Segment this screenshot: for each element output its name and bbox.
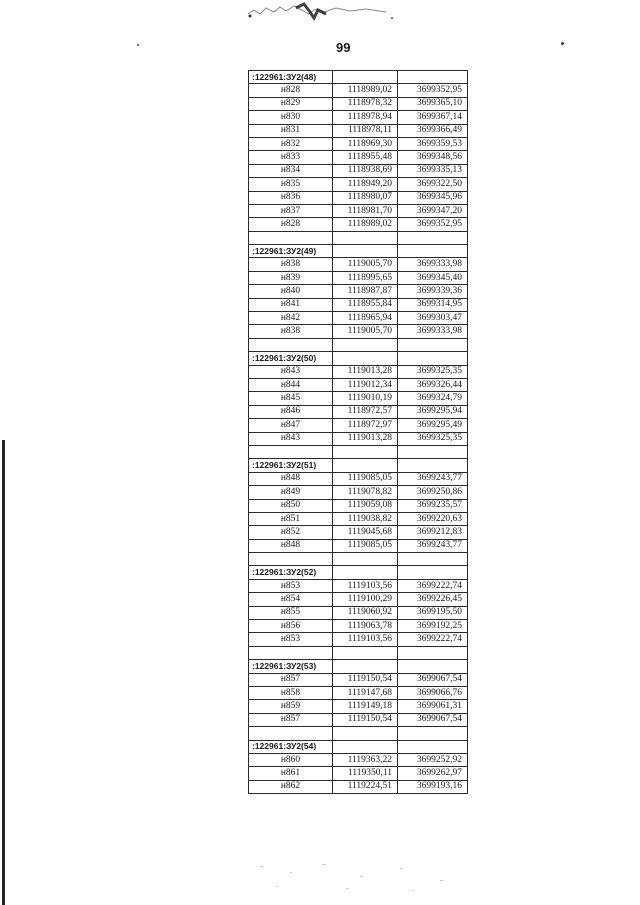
- spacer-row: [249, 231, 468, 244]
- empty-cell: [249, 727, 333, 740]
- table-row: [249, 298, 468, 311]
- table-row: [249, 84, 468, 97]
- y-coordinate: 3699339,36: [398, 285, 468, 298]
- table-row: [249, 285, 468, 298]
- point-label: н845: [249, 392, 333, 405]
- y-coordinate: 3699333,98: [398, 325, 468, 338]
- y-coordinate: 3699366,49: [398, 124, 468, 137]
- x-coordinate: 1118987,87: [333, 285, 398, 298]
- point-label: н840: [249, 285, 333, 298]
- point-label: н852: [249, 526, 333, 539]
- x-coordinate: 1119013,28: [333, 365, 398, 378]
- empty-cell: [398, 727, 468, 740]
- x-coordinate: 1119150,54: [333, 673, 398, 686]
- x-coordinate: 1118978,94: [333, 111, 398, 124]
- point-label: н853: [249, 579, 333, 592]
- y-coordinate: 3699333,98: [398, 258, 468, 271]
- y-coordinate: 3699193,16: [398, 780, 468, 793]
- point-label: н858: [249, 686, 333, 699]
- y-coordinate: 3699212,83: [398, 526, 468, 539]
- parcel-title: :122961:ЗУ2(49): [249, 245, 333, 258]
- x-coordinate: 1118972,97: [333, 419, 398, 432]
- table-row: [249, 97, 468, 110]
- x-coordinate: 1119224,51: [333, 780, 398, 793]
- y-coordinate: 3699235,57: [398, 499, 468, 512]
- empty-cell: [398, 231, 468, 244]
- y-coordinate: 3699345,40: [398, 271, 468, 284]
- y-coordinate: 3699250,86: [398, 486, 468, 499]
- empty-cell: [398, 245, 468, 258]
- scan-smudge-mark: [246, 2, 396, 22]
- parcel-title: :122961:ЗУ2(50): [249, 352, 333, 365]
- empty-cell: [333, 740, 398, 753]
- empty-cell: [398, 566, 468, 579]
- point-label: н843: [249, 365, 333, 378]
- point-label: н828: [249, 84, 333, 97]
- point-label: н830: [249, 111, 333, 124]
- empty-cell: [249, 338, 333, 351]
- empty-cell: [398, 71, 468, 84]
- point-label: н834: [249, 164, 333, 177]
- empty-cell: [398, 660, 468, 673]
- x-coordinate: 1119010,19: [333, 392, 398, 405]
- table-row: [249, 526, 468, 539]
- empty-cell: [333, 245, 398, 258]
- table-row: [249, 419, 468, 432]
- table-row: [249, 486, 468, 499]
- table-row: [249, 378, 468, 391]
- point-label: н844: [249, 378, 333, 391]
- point-label: н846: [249, 405, 333, 418]
- x-coordinate: 1118989,02: [333, 218, 398, 231]
- x-coordinate: 1119059,08: [333, 499, 398, 512]
- y-coordinate: 3699322,50: [398, 178, 468, 191]
- x-coordinate: 1119363,22: [333, 753, 398, 766]
- parcel-title: :122961:ЗУ2(53): [249, 660, 333, 673]
- parcel-title: :122961:ЗУ2(51): [249, 459, 333, 472]
- y-coordinate: 3699324,79: [398, 392, 468, 405]
- table-row: [249, 633, 468, 646]
- scan-speck: [137, 44, 139, 46]
- point-label: н861: [249, 767, 333, 780]
- y-coordinate: 3699067,54: [398, 673, 468, 686]
- point-label: н849: [249, 486, 333, 499]
- y-coordinate: 3699067,54: [398, 713, 468, 726]
- y-coordinate: 3699325,35: [398, 365, 468, 378]
- x-coordinate: 1119100,29: [333, 593, 398, 606]
- point-label: н833: [249, 151, 333, 164]
- table-row: [249, 700, 468, 713]
- empty-cell: [398, 646, 468, 659]
- x-coordinate: 1119147,68: [333, 686, 398, 699]
- spacer-row: [249, 338, 468, 351]
- parcel-header-row: [249, 566, 468, 579]
- table-row: [249, 405, 468, 418]
- y-coordinate: 3699348,56: [398, 151, 468, 164]
- x-coordinate: 1119149,18: [333, 700, 398, 713]
- empty-cell: [333, 445, 398, 458]
- x-coordinate: 1119005,70: [333, 325, 398, 338]
- table-row: [249, 432, 468, 445]
- y-coordinate: 3699295,94: [398, 405, 468, 418]
- table-row: [249, 365, 468, 378]
- table-row: [249, 539, 468, 552]
- y-coordinate: 3699195,50: [398, 606, 468, 619]
- table-row: [249, 271, 468, 284]
- x-coordinate: 1118965,94: [333, 312, 398, 325]
- table-row: [249, 137, 468, 150]
- empty-cell: [398, 445, 468, 458]
- x-coordinate: 1118978,11: [333, 124, 398, 137]
- x-coordinate: 1118955,48: [333, 151, 398, 164]
- table-row: [249, 753, 468, 766]
- point-label: н850: [249, 499, 333, 512]
- table-row: [249, 258, 468, 271]
- point-label: н842: [249, 312, 333, 325]
- point-label: н836: [249, 191, 333, 204]
- x-coordinate: 1118972,57: [333, 405, 398, 418]
- empty-cell: [398, 459, 468, 472]
- x-coordinate: 1119063,78: [333, 620, 398, 633]
- point-label: н837: [249, 204, 333, 217]
- scan-edge-line: [2, 440, 5, 905]
- table-row: [249, 686, 468, 699]
- y-coordinate: 3699243,77: [398, 472, 468, 485]
- y-coordinate: 3699314,95: [398, 298, 468, 311]
- spacer-row: [249, 445, 468, 458]
- empty-cell: [333, 727, 398, 740]
- empty-cell: [249, 646, 333, 659]
- table-row: [249, 512, 468, 525]
- coordinates-table: [248, 70, 468, 794]
- point-label: н857: [249, 713, 333, 726]
- x-coordinate: 1119013,28: [333, 432, 398, 445]
- empty-cell: [333, 71, 398, 84]
- table-row: [249, 713, 468, 726]
- parcel-header-row: [249, 245, 468, 258]
- parcel-title: :122961:ЗУ2(54): [249, 740, 333, 753]
- empty-cell: [333, 566, 398, 579]
- x-coordinate: 1119045,68: [333, 526, 398, 539]
- spacer-row: [249, 553, 468, 566]
- x-coordinate: 1118938,69: [333, 164, 398, 177]
- x-coordinate: 1119085,05: [333, 472, 398, 485]
- table-row: [249, 124, 468, 137]
- point-label: н853: [249, 633, 333, 646]
- y-coordinate: 3699243,77: [398, 539, 468, 552]
- table-row: [249, 111, 468, 124]
- point-label: н841: [249, 298, 333, 311]
- x-coordinate: 1118981,70: [333, 204, 398, 217]
- y-coordinate: 3699325,35: [398, 432, 468, 445]
- parcel-header-row: [249, 740, 468, 753]
- empty-cell: [249, 231, 333, 244]
- empty-cell: [398, 553, 468, 566]
- y-coordinate: 3699295,49: [398, 419, 468, 432]
- y-coordinate: 3699262,97: [398, 767, 468, 780]
- point-label: н835: [249, 178, 333, 191]
- x-coordinate: 1118978,32: [333, 97, 398, 110]
- table-row: [249, 178, 468, 191]
- table-row: [249, 579, 468, 592]
- table-row: [249, 218, 468, 231]
- empty-cell: [333, 660, 398, 673]
- parcel-header-row: [249, 660, 468, 673]
- y-coordinate: 3699066,76: [398, 686, 468, 699]
- x-coordinate: 1119012,34: [333, 378, 398, 391]
- point-label: н859: [249, 700, 333, 713]
- scan-speck: [561, 42, 564, 45]
- empty-cell: [333, 646, 398, 659]
- point-label: н860: [249, 753, 333, 766]
- point-label: н848: [249, 472, 333, 485]
- point-label: н848: [249, 539, 333, 552]
- x-coordinate: 1118949,20: [333, 178, 398, 191]
- y-coordinate: 3699220,63: [398, 512, 468, 525]
- point-label: н839: [249, 271, 333, 284]
- x-coordinate: 1118955,84: [333, 298, 398, 311]
- table-row: [249, 164, 468, 177]
- parcel-header-row: [249, 352, 468, 365]
- parcel-title: :122961:ЗУ2(52): [249, 566, 333, 579]
- parcel-header-row: [249, 71, 468, 84]
- empty-cell: [333, 459, 398, 472]
- spacer-row: [249, 646, 468, 659]
- point-label: н829: [249, 97, 333, 110]
- point-label: н854: [249, 593, 333, 606]
- y-coordinate: 3699352,95: [398, 84, 468, 97]
- empty-cell: [333, 352, 398, 365]
- x-coordinate: 1118995,65: [333, 271, 398, 284]
- empty-cell: [249, 445, 333, 458]
- empty-cell: [398, 338, 468, 351]
- y-coordinate: 3699222,74: [398, 579, 468, 592]
- table-row: [249, 392, 468, 405]
- y-coordinate: 3699303,47: [398, 312, 468, 325]
- y-coordinate: 3699352,95: [398, 218, 468, 231]
- table-row: [249, 767, 468, 780]
- point-label: н856: [249, 620, 333, 633]
- x-coordinate: 1119103,56: [333, 579, 398, 592]
- y-coordinate: 3699345,96: [398, 191, 468, 204]
- table-row: [249, 620, 468, 633]
- x-coordinate: 1119103,56: [333, 633, 398, 646]
- x-coordinate: 1119005,70: [333, 258, 398, 271]
- empty-cell: [333, 231, 398, 244]
- y-coordinate: 3699192,25: [398, 620, 468, 633]
- table-row: [249, 673, 468, 686]
- y-coordinate: 3699365,10: [398, 97, 468, 110]
- table-row: [249, 191, 468, 204]
- table-row: [249, 204, 468, 217]
- point-label: н838: [249, 325, 333, 338]
- y-coordinate: 3699359,53: [398, 137, 468, 150]
- point-label: н831: [249, 124, 333, 137]
- y-coordinate: 3699061,31: [398, 700, 468, 713]
- point-label: н862: [249, 780, 333, 793]
- parcel-title: :122961:ЗУ2(48): [249, 71, 333, 84]
- y-coordinate: 3699367,14: [398, 111, 468, 124]
- page-number: 99: [336, 40, 351, 55]
- table-row: [249, 325, 468, 338]
- table-row: [249, 780, 468, 793]
- empty-cell: [249, 553, 333, 566]
- scan-noise: [250, 858, 470, 898]
- table-row: [249, 312, 468, 325]
- x-coordinate: 1119085,05: [333, 539, 398, 552]
- spacer-row: [249, 727, 468, 740]
- point-label: н851: [249, 512, 333, 525]
- parcel-header-row: [249, 459, 468, 472]
- table-row: [249, 593, 468, 606]
- empty-cell: [398, 352, 468, 365]
- y-coordinate: 3699226,45: [398, 593, 468, 606]
- table-row: [249, 472, 468, 485]
- x-coordinate: 1118980,07: [333, 191, 398, 204]
- x-coordinate: 1119038,82: [333, 512, 398, 525]
- point-label: н855: [249, 606, 333, 619]
- point-label: н847: [249, 419, 333, 432]
- y-coordinate: 3699326,44: [398, 378, 468, 391]
- empty-cell: [333, 338, 398, 351]
- point-label: н857: [249, 673, 333, 686]
- empty-cell: [333, 553, 398, 566]
- point-label: н838: [249, 258, 333, 271]
- table-row: [249, 499, 468, 512]
- x-coordinate: 1118989,02: [333, 84, 398, 97]
- empty-cell: [398, 740, 468, 753]
- table-row: [249, 151, 468, 164]
- point-label: н832: [249, 137, 333, 150]
- y-coordinate: 3699252,92: [398, 753, 468, 766]
- y-coordinate: 3699347,20: [398, 204, 468, 217]
- x-coordinate: 1118969,30: [333, 137, 398, 150]
- point-label: н828: [249, 218, 333, 231]
- x-coordinate: 1119078,82: [333, 486, 398, 499]
- x-coordinate: 1119150,54: [333, 713, 398, 726]
- point-label: н843: [249, 432, 333, 445]
- x-coordinate: 1119350,11: [333, 767, 398, 780]
- table-row: [249, 606, 468, 619]
- y-coordinate: 3699222,74: [398, 633, 468, 646]
- y-coordinate: 3699335,13: [398, 164, 468, 177]
- x-coordinate: 1119060,92: [333, 606, 398, 619]
